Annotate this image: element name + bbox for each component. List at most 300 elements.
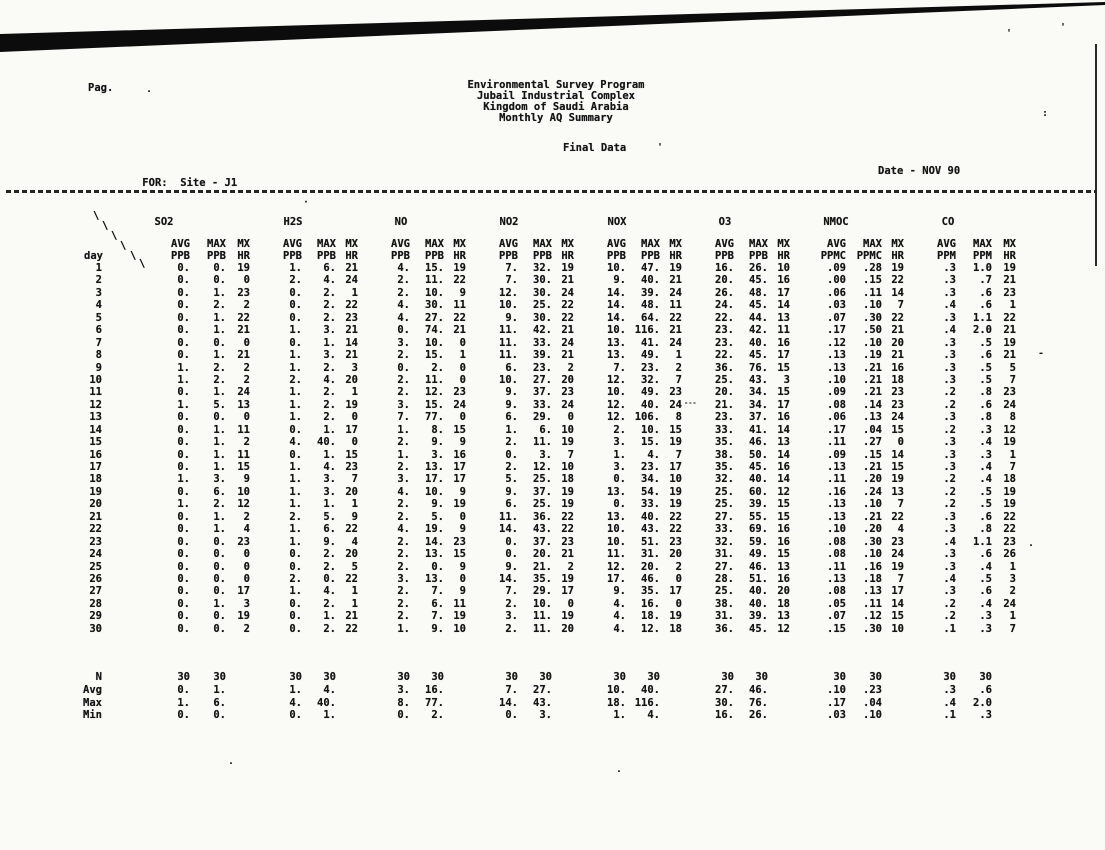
cell: 9. <box>613 585 626 598</box>
cell: 0. <box>213 548 226 561</box>
cell: 22 <box>891 510 904 523</box>
cell: 24 <box>669 286 682 299</box>
title-line-complex: Jubail Industrial Complex <box>476 90 636 102</box>
cell: PPB <box>171 250 190 262</box>
cell: .16 <box>827 485 846 498</box>
scan-speck: - <box>1038 348 1045 359</box>
cell: .2 <box>943 423 956 436</box>
cell: 25. <box>715 585 734 598</box>
table-row <box>88 561 1016 573</box>
diagonal-divider-mark: \ <box>139 258 146 270</box>
final-data-label: Final Data <box>563 142 627 154</box>
cell: 16. <box>715 262 734 274</box>
cell: 30 <box>943 671 956 684</box>
cell: .4 <box>979 436 992 449</box>
cell: 40. <box>641 274 660 287</box>
cell: 49. <box>749 548 768 561</box>
cell: 19 <box>561 610 574 623</box>
cell: MAX <box>533 238 552 250</box>
cell: 3. <box>397 336 410 349</box>
cell: 2 <box>567 361 574 374</box>
cell: .5 <box>979 336 992 349</box>
cell: 2. <box>397 548 410 561</box>
cell: 12. <box>425 386 444 399</box>
cell: 22. <box>715 311 734 324</box>
cell: PPM <box>973 250 992 262</box>
cell: 1. <box>397 448 410 461</box>
cell: 23 <box>237 286 250 299</box>
column-group-label: NO2 <box>499 216 519 228</box>
cell <box>768 216 790 238</box>
cell: 54. <box>641 485 660 498</box>
cell: 0. <box>505 535 518 548</box>
cell: AVG <box>171 238 190 250</box>
cell: 15 <box>891 423 904 436</box>
cell: 42. <box>749 324 768 337</box>
cell: .11 <box>827 436 846 449</box>
cell: 0. <box>213 610 226 623</box>
cell: .13 <box>827 498 846 511</box>
cell: 2. <box>505 597 518 610</box>
row-label: 4 <box>95 299 102 312</box>
cell: 15 <box>453 423 466 436</box>
cell: 2. <box>397 461 410 473</box>
cell: 7. <box>505 585 518 598</box>
cell: 25. <box>715 498 734 511</box>
day-column-label: day <box>84 250 103 262</box>
cell: 4. <box>289 696 302 709</box>
cell: 4. <box>289 436 302 449</box>
table-row <box>83 696 1016 710</box>
cell: 27. <box>425 311 444 324</box>
cell: 20 <box>561 373 574 386</box>
cell: MX <box>891 238 904 250</box>
cell: 46. <box>749 683 768 696</box>
table-row <box>88 486 1016 498</box>
row-label: 8 <box>95 349 102 362</box>
cell: 1. <box>213 597 226 610</box>
cell: .10 <box>827 523 846 536</box>
cell: PPB <box>641 250 660 262</box>
cell: 21 <box>453 324 466 337</box>
cell: AVG <box>499 238 518 250</box>
cell: .4 <box>979 473 992 486</box>
cell: 3. <box>323 485 336 498</box>
cell: 3. <box>539 709 552 722</box>
table-row <box>88 399 1016 411</box>
cell: 4. <box>397 311 410 324</box>
cell <box>660 216 682 238</box>
cell: .27 <box>863 436 882 449</box>
cell: 24 <box>561 398 574 411</box>
cell: 0 <box>243 548 250 561</box>
cell: 10. <box>607 386 626 399</box>
cell: 21 <box>237 324 250 337</box>
cell: 21 <box>345 324 358 337</box>
diagonal-divider-mark: \ <box>120 240 127 252</box>
cell: 0. <box>397 324 410 337</box>
cell: .21 <box>863 510 882 523</box>
cell: 1. <box>289 324 302 337</box>
cell: 22 <box>891 311 904 324</box>
cell: .09 <box>827 448 846 461</box>
cell: 3. <box>213 473 226 486</box>
cell: 1 <box>1009 299 1016 312</box>
cell: 10. <box>533 597 552 610</box>
cell: .11 <box>863 286 882 299</box>
cell: 17 <box>777 398 790 411</box>
table-row <box>88 573 1016 585</box>
cell: 0. <box>177 535 190 548</box>
cell: 46. <box>749 560 768 573</box>
cell: 15 <box>777 361 790 374</box>
cell: PPM <box>937 250 956 262</box>
cell: 30 <box>833 671 846 684</box>
title-line-summary: Monthly AQ Summary <box>499 112 613 124</box>
row-label: 26 <box>89 572 102 585</box>
cell: .18 <box>863 572 882 585</box>
cell: PPMC <box>856 250 882 262</box>
table-row <box>88 374 1016 386</box>
cell: .17 <box>827 423 846 436</box>
cell: 0 <box>567 411 574 424</box>
cell: MX <box>669 238 682 250</box>
cell: 3. <box>431 448 444 461</box>
cell: 15 <box>669 423 682 436</box>
cell: 16 <box>891 361 904 374</box>
cell: 46. <box>641 572 660 585</box>
cell: 10. <box>641 423 660 436</box>
cell: 1. <box>289 411 302 424</box>
cell: 7 <box>675 373 682 386</box>
row-label: 13 <box>89 411 102 424</box>
cell: 1. <box>213 683 226 696</box>
cell: .15 <box>827 622 846 635</box>
cell: 1. <box>323 336 336 349</box>
cell: 3. <box>397 398 410 411</box>
column-group-label: NO <box>394 216 408 228</box>
row-label: 1 <box>95 262 102 274</box>
cell: .3 <box>943 373 956 386</box>
cell: 17. <box>425 473 444 486</box>
cell: 12 <box>777 485 790 498</box>
cell: 10 <box>453 622 466 635</box>
cell: 0. <box>213 411 226 424</box>
cell: 23 <box>891 398 904 411</box>
cell: 21 <box>561 324 574 337</box>
cell: 19 <box>453 262 466 274</box>
cell: 0. <box>289 286 302 299</box>
cell: 0 <box>351 436 358 449</box>
cell: 14. <box>425 535 444 548</box>
cell: 1. <box>213 349 226 362</box>
cell: 16 <box>777 336 790 349</box>
cell: 38. <box>715 597 734 610</box>
cell: 21. <box>715 398 734 411</box>
cell: 10. <box>425 286 444 299</box>
cell: 1. <box>213 386 226 399</box>
cell: 9 <box>459 485 466 498</box>
cell: 7. <box>397 411 410 424</box>
cell: 17 <box>669 585 682 598</box>
cell: 2. <box>213 373 226 386</box>
cell: 22 <box>1003 523 1016 536</box>
cell: HR <box>561 250 574 262</box>
cell: .20 <box>863 473 882 486</box>
cell: 21 <box>237 349 250 362</box>
cell: 21 <box>1003 274 1016 287</box>
cell: 1. <box>323 423 336 436</box>
cell: 22 <box>1003 311 1016 324</box>
table-row <box>88 610 1016 622</box>
cell: 2. <box>431 361 444 374</box>
cell: .3 <box>979 709 992 722</box>
cell: .13 <box>827 461 846 473</box>
cell: 2 <box>243 299 250 312</box>
row-label: 25 <box>89 560 102 573</box>
cell: 20. <box>715 274 734 287</box>
cell: 0. <box>289 311 302 324</box>
cell: .4 <box>943 535 956 548</box>
cell: 5. <box>323 510 336 523</box>
cell <box>226 216 250 238</box>
cell: 0 <box>897 436 904 449</box>
cell: 3. <box>505 610 518 623</box>
cell <box>336 671 358 684</box>
cell: 23. <box>715 336 734 349</box>
cell: .13 <box>827 572 846 585</box>
cell: 9. <box>505 398 518 411</box>
cell: .2 <box>943 597 956 610</box>
cell: PPB <box>749 250 768 262</box>
cell: .15 <box>863 274 882 287</box>
row-label: 19 <box>89 485 102 498</box>
cell <box>336 697 358 710</box>
cell: .16 <box>863 560 882 573</box>
cell: 7. <box>613 361 626 374</box>
cell: 20 <box>345 485 358 498</box>
title-line-program: Environmental Survey Program <box>467 79 645 91</box>
cell: MX <box>777 238 790 250</box>
cell: 1 <box>675 349 682 362</box>
cell: 16. <box>641 597 660 610</box>
cell: 19 <box>237 610 250 623</box>
cell: 21 <box>345 610 358 623</box>
row-label: 6 <box>95 324 102 337</box>
page-label: Pag. <box>88 82 114 94</box>
cell: 2. <box>323 386 336 399</box>
cell: .3 <box>943 274 956 287</box>
cell: 30 <box>397 671 410 684</box>
cell: 22 <box>345 572 358 585</box>
cell: .4 <box>943 696 956 709</box>
table-row <box>88 411 1016 423</box>
cell: 30 <box>431 671 444 684</box>
cell: .7 <box>979 274 992 287</box>
cell: 5. <box>505 473 518 486</box>
cell: 9 <box>459 523 466 536</box>
cell: 23. <box>715 411 734 424</box>
cell: .08 <box>827 398 846 411</box>
cell: 6. <box>323 523 336 536</box>
cell: MX <box>1003 238 1016 250</box>
cell: 6. <box>505 498 518 511</box>
cell: 33. <box>715 523 734 536</box>
cell: 33. <box>533 398 552 411</box>
cell: 30 <box>505 671 518 684</box>
cell: 0. <box>177 461 190 473</box>
cell: 116. <box>634 696 660 709</box>
cell: 2. <box>323 548 336 561</box>
cell: 0. <box>177 683 190 696</box>
cell: 3 <box>243 597 250 610</box>
cell: 21 <box>345 349 358 362</box>
cell: 1. <box>397 423 410 436</box>
cell: 5. <box>431 510 444 523</box>
cell: 15 <box>891 610 904 623</box>
cell: 44. <box>749 311 768 324</box>
cell: 10 <box>891 622 904 635</box>
cell: 43. <box>533 523 552 536</box>
cell: 18. <box>607 696 626 709</box>
cell: 1.0 <box>973 262 992 274</box>
cell: .07 <box>827 311 846 324</box>
cell: 4. <box>397 523 410 536</box>
cell: 40. <box>749 336 768 349</box>
cell: 1. <box>289 262 302 274</box>
cell: 16 <box>777 461 790 473</box>
cell: 2 <box>243 373 250 386</box>
cell: PPB <box>391 250 410 262</box>
site-line <box>117 165 237 201</box>
cell: 10. <box>499 373 518 386</box>
cell: .05 <box>827 597 846 610</box>
cell: 26. <box>749 262 768 274</box>
cell: 0. <box>177 448 190 461</box>
cell: 32. <box>715 535 734 548</box>
cell: 9 <box>351 510 358 523</box>
table-row <box>88 671 1016 684</box>
cell: 22 <box>669 311 682 324</box>
row-label: 17 <box>89 461 102 473</box>
cell: .6 <box>979 398 992 411</box>
cell: 14 <box>777 299 790 312</box>
cell: 29. <box>533 585 552 598</box>
cell: .6 <box>979 286 992 299</box>
cell: 24 <box>669 398 682 411</box>
cell: 0. <box>177 411 190 424</box>
cell: .8 <box>979 523 992 536</box>
cell: MAX <box>973 238 992 250</box>
cell: 1. <box>323 498 336 511</box>
cell: 3 <box>1009 572 1016 585</box>
cell: .6 <box>979 349 992 362</box>
cell: .2 <box>943 473 956 486</box>
cell: HR <box>1003 250 1016 262</box>
cell: 17 <box>777 286 790 299</box>
cell: 6. <box>505 361 518 374</box>
cell: 9. <box>431 498 444 511</box>
cell: 1. <box>289 523 302 536</box>
cell: 2. <box>397 560 410 573</box>
cell: 0. <box>613 473 626 486</box>
cell: 16 <box>777 523 790 536</box>
cell: AVG <box>937 238 956 250</box>
cell: 69. <box>749 523 768 536</box>
cell: 9 <box>459 585 466 598</box>
cell <box>226 684 250 697</box>
cell: 2 <box>1009 585 1016 598</box>
cell: .3 <box>943 349 956 362</box>
row-label: Min <box>83 709 102 722</box>
cell: .5 <box>979 498 992 511</box>
cell: 14 <box>777 473 790 486</box>
cell: 7. <box>431 610 444 623</box>
cell: MAX <box>749 238 768 250</box>
cell: 22. <box>715 349 734 362</box>
cell: 64. <box>641 311 660 324</box>
cell: 22 <box>561 510 574 523</box>
cell: .3 <box>943 262 956 274</box>
cell: 0. <box>613 498 626 511</box>
cell: .04 <box>863 423 882 436</box>
cell: 13 <box>777 311 790 324</box>
cell: 9 <box>459 436 466 449</box>
cell: 4. <box>397 299 410 312</box>
cell: 0. <box>177 436 190 449</box>
cell: 1. <box>289 361 302 374</box>
cell: 2. <box>323 286 336 299</box>
cell: .20 <box>863 523 882 536</box>
cell: 9. <box>613 274 626 287</box>
cell: 9 <box>459 560 466 573</box>
cell: 14. <box>499 523 518 536</box>
cell: 23. <box>533 361 552 374</box>
cell: AVG <box>715 238 734 250</box>
cell: .10 <box>827 373 846 386</box>
cell: 27. <box>715 510 734 523</box>
cell: 11 <box>237 423 250 436</box>
row-label: 7 <box>95 336 102 349</box>
cell: .13 <box>827 349 846 362</box>
cell: 0. <box>177 349 190 362</box>
cell: 4. <box>323 373 336 386</box>
cell: 37. <box>749 411 768 424</box>
cell: 116. <box>634 324 660 337</box>
cell: 30. <box>533 311 552 324</box>
cell <box>444 671 466 684</box>
table-row <box>88 312 1016 324</box>
cell <box>660 684 682 697</box>
cell: 29. <box>533 411 552 424</box>
cell: 0 <box>243 411 250 424</box>
table-row <box>88 623 1016 635</box>
cell: 22 <box>561 299 574 312</box>
cell: .21 <box>863 461 882 473</box>
cell: 9. <box>431 622 444 635</box>
cell: 24 <box>1003 597 1016 610</box>
cell: .3 <box>943 510 956 523</box>
cell: 27. <box>715 683 734 696</box>
row-label: 16 <box>89 448 102 461</box>
cell: 7 <box>351 473 358 486</box>
cell: 4. <box>323 683 336 696</box>
cell: HR <box>237 250 250 262</box>
table-row <box>88 536 1016 548</box>
cell: 24 <box>1003 398 1016 411</box>
cell: 25. <box>533 498 552 511</box>
cell: 15 <box>237 461 250 473</box>
